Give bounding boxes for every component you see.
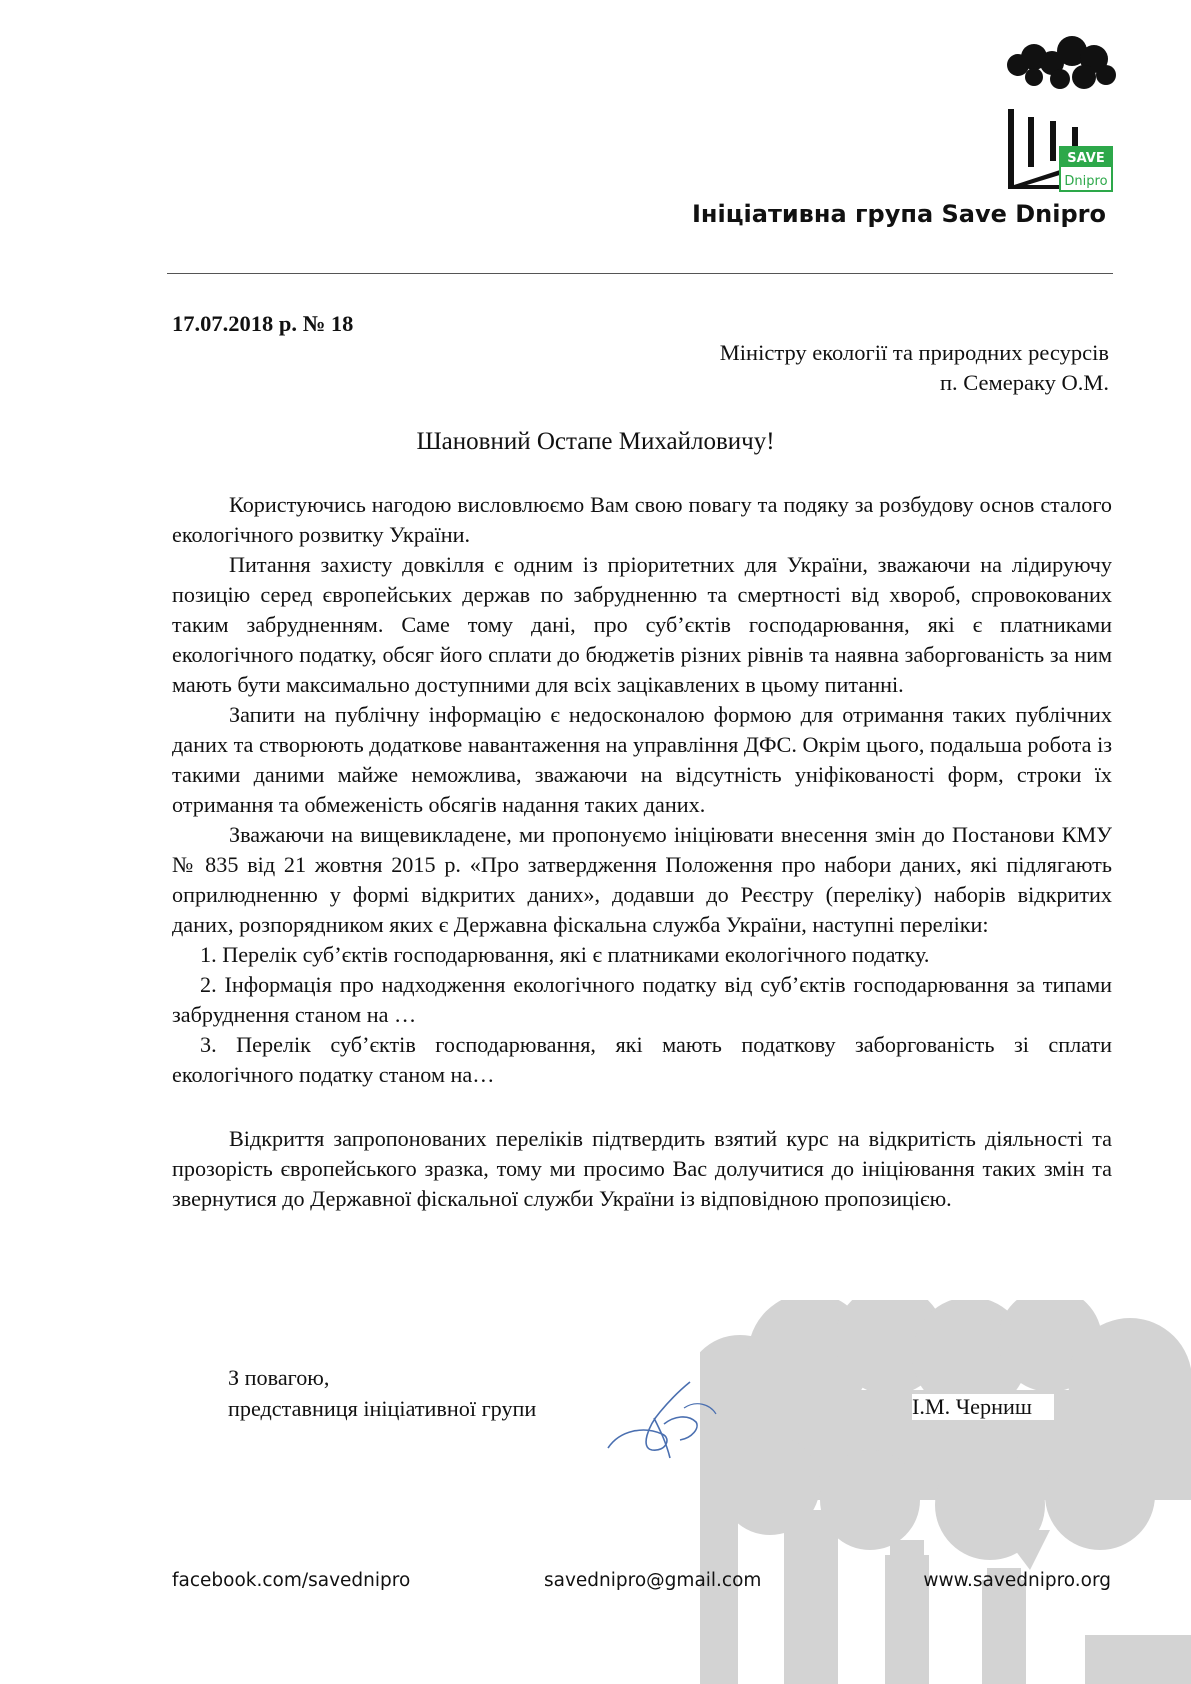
paragraph-gap [172, 1090, 1112, 1124]
handwritten-signature-icon [600, 1378, 720, 1462]
letter-date-number: 17.07.2018 р. № 18 [172, 311, 354, 336]
list-item: 3. Перелік суб’єктів господарювання, які мають податкову заборгованість зі сплати екологічного податку станом на… [172, 1032, 1112, 1087]
list-item: 2. Інформація про надходження екологічного податку від суб’єктів господарювання за типами забруднення станом на … [172, 972, 1112, 1027]
letter-body [172, 490, 1112, 1214]
recipient-line-ministry: Міністру екології та природних ресурсів [719, 340, 1109, 365]
recipient-line-name: п. Семераку О.М. [939, 370, 1109, 395]
proposal-list [172, 940, 1112, 1090]
footer-website-link[interactable]: www.savednipro.org [923, 1570, 1111, 1591]
regards-text: З повагою, [228, 1365, 330, 1390]
save-dnipro-logo-icon [1000, 35, 1120, 195]
recipient-block [720, 338, 1109, 398]
logo-text-save: SAVE [1067, 151, 1105, 166]
factory-watermark-icon [700, 1300, 1191, 1684]
body-paragraph: Зважаючи на вищевикладене, ми пропонуємо ініціювати внесення змін до Постанови КМУ № 835 від 21 жовтня 2015 р. «Про затвердження Положення про набори даних, які підлягають оприлюдненню у формі відкритих даних», додавши до Реєстру (переліку) наборів відкритих даних, розпорядником яких є Державна фіскальна служба України, наступні переліки: [172, 822, 1112, 937]
body-paragraph: Запити на публічну інформацію є недосконалою формою для отримання таких публічних даних та створюють додаткове навантаження на управління ДФС. Окрім цього, подальша робота із такими даними майже неможлива, зважаючи на відсутність уніфікованості форм, строки їх отримання та обмеженість обсягів надання таких даних. [172, 702, 1112, 817]
body-paragraph: Користуючись нагодою висловлюємо Вам свою повагу та подяку за розбудову основ сталого екологічного розвитку України. [172, 492, 1112, 547]
footer-email-link[interactable]: savednipro@gmail.com [544, 1570, 762, 1591]
header-divider [167, 273, 1113, 274]
signer-role: представниця ініціативної групи [228, 1396, 537, 1421]
salutation: Шановний Остапе Михайловичу! [416, 428, 775, 455]
organization-title: Ініціативна група Save Dnipro [692, 200, 1106, 228]
closing-paragraph: Відкриття запропонованих переліків підтвердить взятий курс на відкритість діяльності та прозорість європейського зразка, тому ми просимо Вас долучитися до ініціювання таких змін та звернутися до Державної фіскальної служби України із відповідною пропозицією. [172, 1126, 1112, 1211]
logo-text-dnipro: Dnipro [1064, 174, 1108, 189]
list-item: 1. Перелік суб’єктів господарювання, які є платниками екологічного податку. [200, 942, 930, 967]
signer-name: І.М. Черниш [912, 1394, 1054, 1420]
body-paragraph: Питання захисту довкілля є одним із пріоритетних для України, зважаючи на лідируючу позицію серед європейських держав по забрудненню та смертності від хвороб, спровокованих таким забрудненням. Саме тому дані, про суб’єктів господарювання, які є платниками екологічного податку, обсяг його сплати до бюджетів різних рівнів та наявна заборгованість за ним мають бути максимально доступними для всіх зацікавлених в цьому питанні. [172, 552, 1112, 697]
footer-facebook-link[interactable]: facebook.com/savednipro [172, 1570, 411, 1591]
signature-block [228, 1362, 536, 1424]
